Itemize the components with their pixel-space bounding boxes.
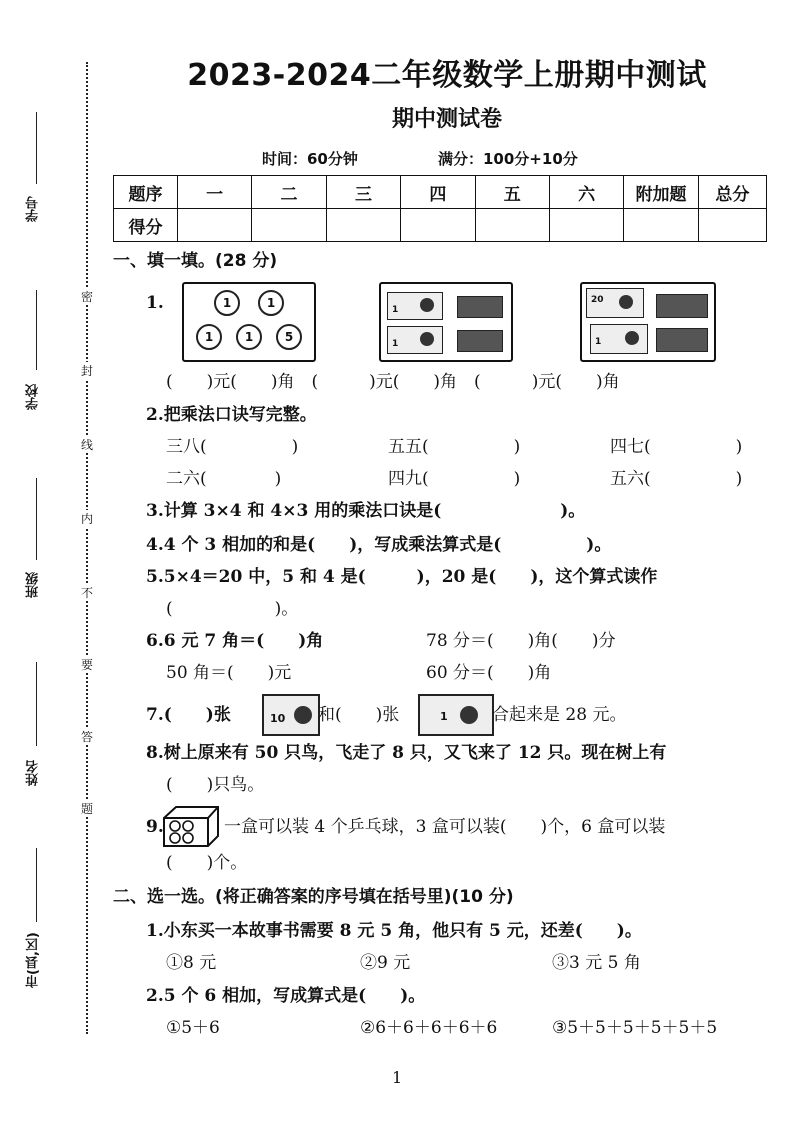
q2-item: 四七( ) — [610, 437, 743, 457]
q9-text: 一盒可以装 4 个乒乓球，3 盒可以装( )个，6 盒可以装 — [224, 817, 666, 837]
banknote-back-icon — [457, 296, 503, 318]
banknotes-picture — [580, 282, 716, 362]
seal-char: 答 — [80, 730, 93, 744]
score-table — [113, 175, 767, 242]
q7-text: 和( )张 — [318, 705, 400, 725]
q1-number: 1. — [146, 293, 164, 313]
score-cell: 得分 — [114, 209, 178, 242]
q6-text: 60 分＝( )角 — [426, 663, 552, 683]
page-number: 1 — [392, 1068, 403, 1087]
seal-char: 不 — [80, 586, 93, 600]
score-table-score-row — [114, 209, 767, 242]
s2-q2-option: ②6＋6＋6＋6＋6 — [360, 1018, 498, 1038]
banknote-icon: 20 — [586, 288, 644, 318]
side-label-school: 学校 — [26, 384, 41, 410]
exam-time: 时间：60分钟 — [262, 150, 358, 168]
exam-full-score: 满分：100分+10分 — [438, 150, 578, 168]
seal-char: 封 — [80, 364, 93, 378]
q3-text: 3.计算 3×4 和 4×3 用的乘法口诀是( )。 — [146, 501, 586, 521]
side-label-name: 姓名 — [26, 760, 41, 786]
seal-char: 题 — [80, 802, 93, 816]
banknote-back-icon — [457, 330, 503, 352]
banknotes-picture — [379, 282, 513, 362]
side-underline — [36, 848, 37, 922]
s2-q2-text: 2.5 个 6 相加，写成算式是( )。 — [146, 986, 426, 1006]
q6-text: 78 分＝( )角( )分 — [426, 631, 616, 651]
q5-text: 5.5×4＝20 中，5 和 4 是( )，20 是( )，这个算式读作 — [146, 567, 658, 587]
score-cell: 题序 — [114, 176, 178, 209]
score-input-cell[interactable] — [549, 209, 623, 242]
side-underline — [36, 478, 37, 560]
score-input-cell[interactable] — [624, 209, 698, 242]
score-input-cell[interactable] — [252, 209, 326, 242]
score-input-cell[interactable] — [326, 209, 400, 242]
q5-text-cont: ( )。 — [166, 599, 299, 619]
coins-picture — [182, 282, 316, 362]
exam-title: 2023-2024二年级数学上册期中测试 — [187, 58, 707, 93]
banknote-one-icon: 1 — [418, 694, 494, 736]
side-label-class: 班级 — [26, 572, 41, 598]
side-label-student-id: 学号 — [26, 196, 41, 222]
q2-item: 五五( ) — [388, 437, 521, 457]
q2-text: 2.把乘法口诀写完整。 — [146, 405, 317, 425]
score-input-cell[interactable] — [698, 209, 766, 242]
score-cell: 六 — [549, 176, 623, 209]
banknote-icon: 1 — [590, 324, 648, 354]
banknote-back-icon — [656, 294, 708, 318]
score-cell: 附加题 — [624, 176, 698, 209]
s2-q1-option: ①8 元 — [166, 953, 217, 973]
section2-heading: 二、选一选。(将正确答案的序号填在括号里)(10 分) — [113, 887, 514, 907]
q9-number: 9. — [146, 817, 164, 837]
q9-text-cont: ( )个。 — [166, 853, 248, 873]
coin-icon: 1 — [236, 324, 262, 350]
binding-dotted-line — [86, 62, 88, 1034]
banknote-back-icon — [656, 328, 708, 352]
q4-text: 4.4 个 3 相加的和是( )，写成乘法算式是( )。 — [146, 535, 612, 555]
seal-char: 线 — [80, 438, 93, 452]
q7-text: 合起来是 28 元。 — [492, 705, 627, 725]
q8-text-cont: ( )只鸟。 — [166, 775, 265, 795]
side-underline — [36, 662, 37, 746]
exam-subtitle: 期中测试卷 — [391, 107, 502, 132]
s2-q1-text: 1.小东买一本故事书需要 8 元 5 角，他只有 5 元，还差( )。 — [146, 921, 642, 941]
pingpong-box-icon — [162, 804, 222, 848]
q2-item: 五六( ) — [610, 469, 743, 489]
score-input-cell[interactable] — [401, 209, 475, 242]
score-table-header-row — [114, 176, 767, 209]
q6-text: 50 角＝( )元 — [166, 663, 292, 683]
banknote-icon: 1 — [387, 292, 443, 320]
score-cell: 三 — [326, 176, 400, 209]
coin-icon: 1 — [258, 290, 284, 316]
seal-char: 要 — [80, 658, 93, 672]
coin-icon: 5 — [276, 324, 302, 350]
banknote-icon: 1 — [387, 326, 443, 354]
seal-char: 密 — [80, 290, 93, 304]
q2-item: 三八( ) — [166, 437, 299, 457]
q6-text: 6.6 元 7 角＝( )角 — [146, 631, 324, 651]
side-underline — [36, 290, 37, 370]
s2-q1-option: ②9 元 — [360, 953, 411, 973]
side-underline — [36, 112, 37, 184]
score-cell: 四 — [401, 176, 475, 209]
score-input-cell[interactable] — [177, 209, 251, 242]
side-label-city: 市(县,区) — [26, 932, 41, 988]
q1-answer-line: ( )元( )角 ( )元( )角 ( )元( )角 — [166, 372, 620, 392]
seal-char: 内 — [80, 512, 93, 526]
s2-q1-option: ③3 元 5 角 — [552, 953, 641, 973]
score-cell: 一 — [177, 176, 251, 209]
q2-item: 二六( ) — [166, 469, 282, 489]
q7-text: 7.( )张 — [146, 705, 231, 725]
score-cell: 二 — [252, 176, 326, 209]
s2-q2-option: ③5＋5＋5＋5＋5＋5 — [552, 1018, 718, 1038]
score-cell: 总分 — [698, 176, 766, 209]
q8-text: 8.树上原来有 50 只鸟，飞走了 8 只，又飞来了 12 只。现在树上有 — [146, 743, 667, 763]
score-cell: 五 — [475, 176, 549, 209]
q2-item: 四九( ) — [388, 469, 521, 489]
banknote-ten-icon: 10 — [262, 694, 320, 736]
score-input-cell[interactable] — [475, 209, 549, 242]
coin-icon: 1 — [196, 324, 222, 350]
section1-heading: 一、填一填。(28 分) — [113, 251, 278, 271]
s2-q2-option: ①5＋6 — [166, 1018, 220, 1038]
coin-icon: 1 — [214, 290, 240, 316]
